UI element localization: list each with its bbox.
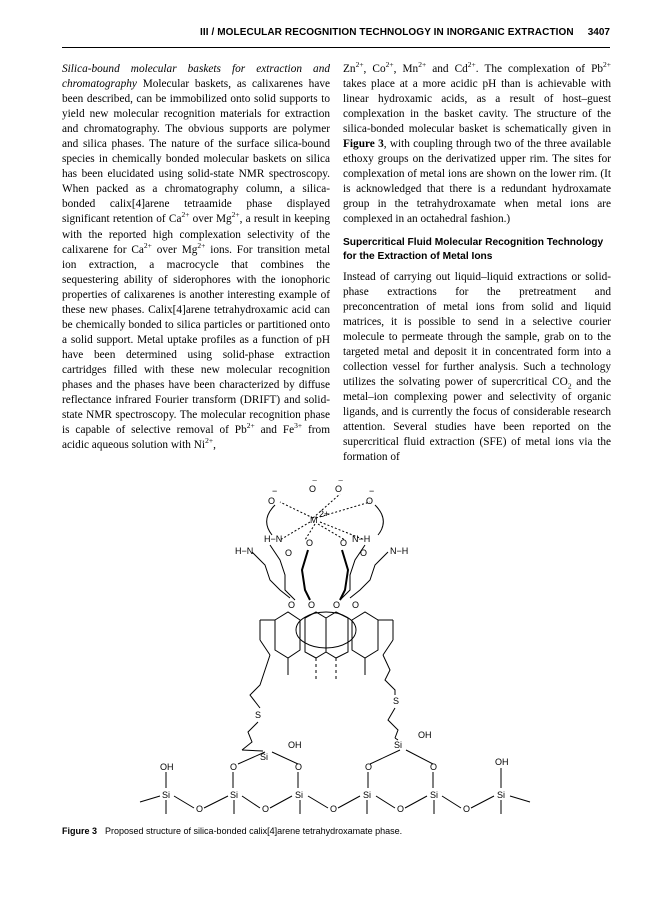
right-paragraph-1: [343, 62, 611, 228]
silicon-atom: Si: [162, 790, 171, 800]
ether-oxygen: O: [333, 600, 341, 610]
carbonyl-oxygen: O: [340, 538, 348, 548]
text-run: Molecular baskets, as calixarenes have been described, can be immobilized onto solid supports to yield new molecular recognition materials for extraction and chromatography. The obvious supports are polymer and silica phases. The nature of the surface silica-bound species in chemically bonded molecular baskets on silica has been elucidated using solid-state NMR spectroscopy. When packed as a chromatography column, a silica-bonded calix[4]arene tetraamide phase displayed significant retention of Ca: [62, 78, 330, 226]
text-run: from acidic aqueous solution with Ni: [62, 424, 330, 452]
carbonyl-oxygen: O: [285, 548, 293, 558]
running-header: [62, 27, 610, 48]
left-linker-chain: [250, 655, 270, 708]
silica-network: [140, 730, 530, 814]
calixarene-structure-diagram: [120, 480, 550, 825]
side-chain: [252, 552, 290, 598]
oxygen-anion-4: O: [309, 484, 317, 494]
right-linker-chain: [388, 708, 398, 738]
silicon-atom: Si: [260, 752, 269, 762]
text-run: ,: [213, 439, 216, 452]
oxygen-atom: O: [397, 804, 405, 814]
figure-3: [120, 480, 550, 825]
hydroxyl-group: OH: [495, 757, 509, 767]
silicon-atom: Si: [394, 740, 403, 750]
page-number: 3407: [587, 27, 610, 38]
text-run: and Cd: [426, 63, 468, 75]
subscript: 2: [567, 381, 572, 391]
anion-charge: −: [272, 486, 278, 496]
left-paragraph: [62, 62, 330, 453]
oxygen-atom: O: [330, 804, 338, 814]
hydroxamate-arc: [267, 505, 275, 535]
oxygen-atom: O: [295, 762, 303, 772]
anion-charge: −: [338, 480, 344, 485]
silicon-atom: Si: [363, 790, 372, 800]
superscript: 2+: [143, 240, 152, 250]
metal-label: M: [310, 515, 318, 525]
right-paragraph-2: [343, 270, 611, 466]
text-run: over Mg: [189, 213, 232, 226]
superscript: 2+: [418, 60, 427, 70]
silicon-atom: Si: [497, 790, 506, 800]
amide-nh-label: H−N: [235, 546, 254, 556]
amide-nh-label: N−H: [390, 546, 409, 556]
sulfur-atom: S: [393, 696, 400, 706]
oxygen-atom: O: [365, 762, 373, 772]
caption-text: Proposed structure of silica-bonded calix[4]arene tetrahydroxamate phase.: [105, 826, 403, 836]
ether-oxygen: O: [288, 600, 296, 610]
superscript: 2+: [246, 421, 255, 431]
hydroxyl-group: OH: [418, 730, 432, 740]
text-run: and the metal–ion complexing power and selectivity of organic ligands, and is currently the focus of considerable research attention. Several studies have been reported on the supercritical fluid extraction (SFE) of metal ions via the formation of: [343, 375, 611, 464]
text-run: , a result in keeping with the reported high complexation selectivity of the calixarene for Ca: [62, 213, 330, 256]
figure-reference[interactable]: Figure 3: [343, 138, 384, 151]
silicon-atom: Si: [430, 790, 439, 800]
superscript: 2+: [197, 240, 206, 250]
superscript: 2+: [355, 60, 364, 70]
superscript: 2+: [603, 60, 611, 70]
carbonyl-oxygen: O: [360, 548, 368, 558]
hydroxamate-arc: [375, 505, 383, 535]
amide-nh-label: H−N: [264, 534, 283, 544]
silicon-atom: Si: [230, 790, 239, 800]
oxygen-atom: O: [262, 804, 270, 814]
left-column: [62, 62, 330, 453]
sulfur-atom: S: [255, 710, 262, 720]
oxygen-anion-2: O: [335, 484, 343, 494]
running-title: III / MOLECULAR RECOGNITION TECHNOLOGY IN INORGANIC EXTRACTION: [199, 27, 574, 38]
calixarene-core: [260, 612, 393, 680]
left-linker-chain: [242, 722, 258, 750]
oxygen-atom: O: [463, 804, 471, 814]
superscript: 2+: [181, 210, 190, 220]
side-chain-bold: [302, 550, 310, 600]
superscript: 3+: [294, 421, 303, 431]
text-run: takes place at a more acidic pH than is achievable with linear hydroxamic acids, as a result of host–guest complexation in the basket cavity. The structure of the silica-bonded molecular basket is schematically given in: [343, 78, 611, 136]
caption-label: Figure 3: [62, 826, 98, 836]
oxygen-atom: O: [430, 762, 438, 772]
right-column: [343, 62, 611, 465]
superscript: 2+: [467, 60, 476, 70]
text-run: , with coupling through two of the three available ethoxy groups on the derivatized upper rim. The sites for complexation of metal ions are shown on the lower rim. (It is acknowledged that there is a redundant hydroxamate group in the tetrahydroxamate when metal ions are complexed in an octahedral fashion.): [343, 138, 611, 226]
anion-charge: −: [312, 480, 318, 485]
hydroxyl-group: OH: [160, 762, 174, 772]
text-run: Instead of carrying out liquid–liquid extractions or solid-phase extractions for the pretreatment and preconcentration of metal ions from solid and liquid matrices, it is possible to send in a selective courier molecule to permeate through the sample, grab on to the targeted metal and deposit it in concentrated form into a collection vessel for further analysis. Such a technology utilizes the solvating power of supercritical CO: [343, 270, 611, 388]
text-run: , Co: [363, 63, 386, 75]
superscript: 2+: [205, 436, 214, 446]
amide-nh-label: N−H: [352, 534, 371, 544]
text-run: , Mn: [393, 63, 419, 75]
oxygen-anion-1: O: [268, 496, 276, 506]
ether-oxygen: O: [308, 600, 316, 610]
text-run: and Fe: [254, 424, 295, 437]
oxygen-anion-3: O: [366, 496, 374, 506]
oxygen-atom: O: [196, 804, 204, 814]
superscript: 2+: [231, 210, 240, 220]
metal-charge: 2+: [319, 509, 330, 519]
figure-caption: [62, 826, 610, 836]
carbonyl-oxygen: O: [306, 538, 314, 548]
runin-title: Silica-bound molecular baskets for extraction and chromatography: [62, 63, 330, 91]
superscript: 2+: [385, 60, 394, 70]
ether-oxygen: O: [352, 600, 360, 610]
text-run: . The complexation of Pb: [475, 63, 604, 75]
text-run: Zn: [343, 63, 356, 75]
hydroxyl-group: OH: [288, 740, 302, 750]
section-subheading: Supercritical Fluid Molecular Recognition Technology for the Extraction of Metal Ions: [343, 236, 604, 262]
silicon-atom: Si: [295, 790, 304, 800]
anion-charge: −: [369, 486, 375, 496]
text-run: ions. For transition metal ion extraction, a macrocycle that combines the sequestering ability of siderophores with the ionophoric properties of calixarenes is another interesting example of these new phases. Calix[4]arene tetrahydroxamic acid can be chemically bonded to silica particles or partitioned onto a solid support. Metal uptake profiles as a function of pH have been determined using solid-phase extraction cartridges filled with these new molecular recognition phases and the phases have been characterized by diffuse reflectance infrared Fourier transform (DRIFT) and solid-state NMR spectroscopy. The molecular recognition phase is capable of selective removal of Pb: [62, 243, 331, 437]
oxygen-atom: O: [230, 762, 238, 772]
right-linker-chain: [383, 655, 395, 695]
text-run: over Mg: [151, 243, 198, 256]
